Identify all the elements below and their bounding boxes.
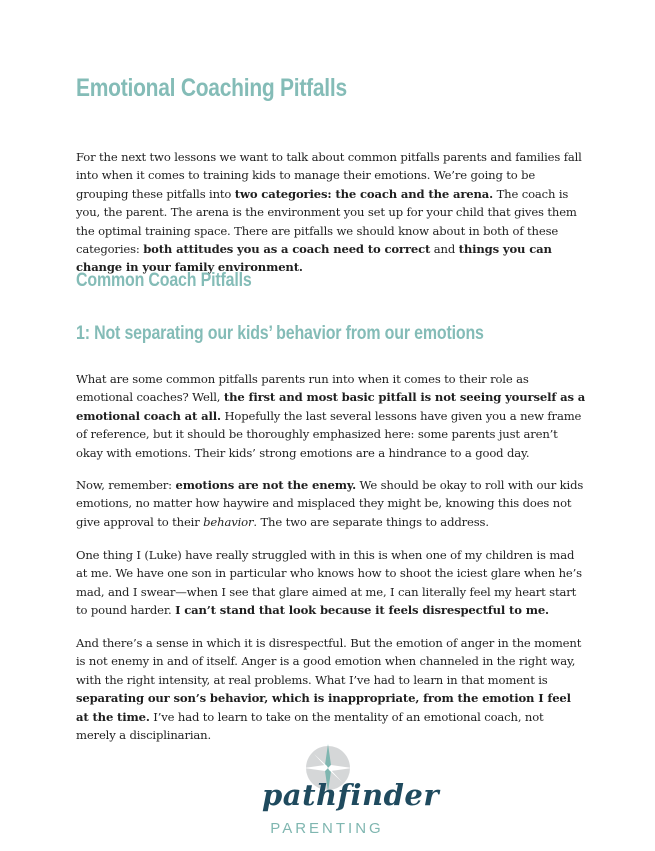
intro-bold-3: things you can change in your family environment. [76,242,552,275]
p2-bold-1: emotions are not the enemy. [175,478,356,492]
p1-text-1: What are some common pitfalls parents run into when it comes to their role as emotional coaches? Well, [76,372,529,405]
p1-text-2: Hopefully the last several lessons have given you a new frame of reference, but it should be thoroughly emphasized here: some parents just aren’t okay with emotions. Their kids’ strong emotions are a hindrance to a good day. [76,408,582,460]
p2-italic-1: behavior [203,514,254,529]
paragraph-4 [76,634,586,744]
p4-text-2: I’ve had to learn to take on the mentality of an emotional coach, not merely a disciplinarian. [76,709,544,743]
p2-text-2: We should be okay to roll with our kids emotions, no matter how haywire and misplaced they might be, knowing this does not give approval to their [76,478,584,529]
intro-text-2: The coach is you, the parent. The arena is the environment you set up for your child that gives them the optimal training space. There are pitfalls we should know about in both of these categories: [76,186,577,257]
p4-bold-1: separating our son’s behavior, which is inappropriate, from the emotion I feel at the time. [76,691,571,724]
intro-text-3: and [430,242,459,257]
intro-bold-2: both attitudes you as a coach need to correct [143,242,431,257]
p4-text-1: And there’s a sense in which it is disrespectful. But the emotion of anger in the moment is not enemy in and of itself. Anger is a good emotion when channeled in the right way, with the right intensity, at real problems. What I’ve had to learn in that moment is [76,636,582,687]
p3-bold-1: I can’t stand that look because it feels disrespectful to me. [175,603,549,618]
subsection-heading: 1: Not separating our kids’ behavior from our emotions [76,323,484,344]
logo-word-parenting: PARENTING [270,820,384,837]
p2-text-1: Now, remember: [76,478,176,492]
paragraph-1 [76,370,586,462]
intro-text-1: For the next two lessons we want to talk about common pitfalls parents and families fall into when it comes to training kids to manage their emotions. We’re going to be grouping these pitfalls into [76,150,582,201]
paragraph-2 [76,476,586,531]
p3-text-1: One thing I (Luke) have really struggled with in this is when one of my children is mad at me. We have one son in particular who knows how to shoot the iciest glare when he’s mad, and I swear—when I see that glare aimed at me, I can literally feel my heart start to pound harder. [76,548,582,618]
intro-bold-1: two categories: the coach and the arena. [234,186,494,201]
intro-paragraph [76,148,586,277]
section-heading: Common Coach Pitfalls [76,270,252,291]
p2-text-3: . The two are separate things to address. [253,514,489,529]
page-title: Emotional Coaching Pitfalls [76,74,347,102]
p1-bold-1: the first and most basic pitfall is not seeing yourself as a emotional coach at all. [76,390,586,423]
paragraph-3 [76,546,586,620]
logo-word-pathfinder: pathfinder [262,778,440,812]
